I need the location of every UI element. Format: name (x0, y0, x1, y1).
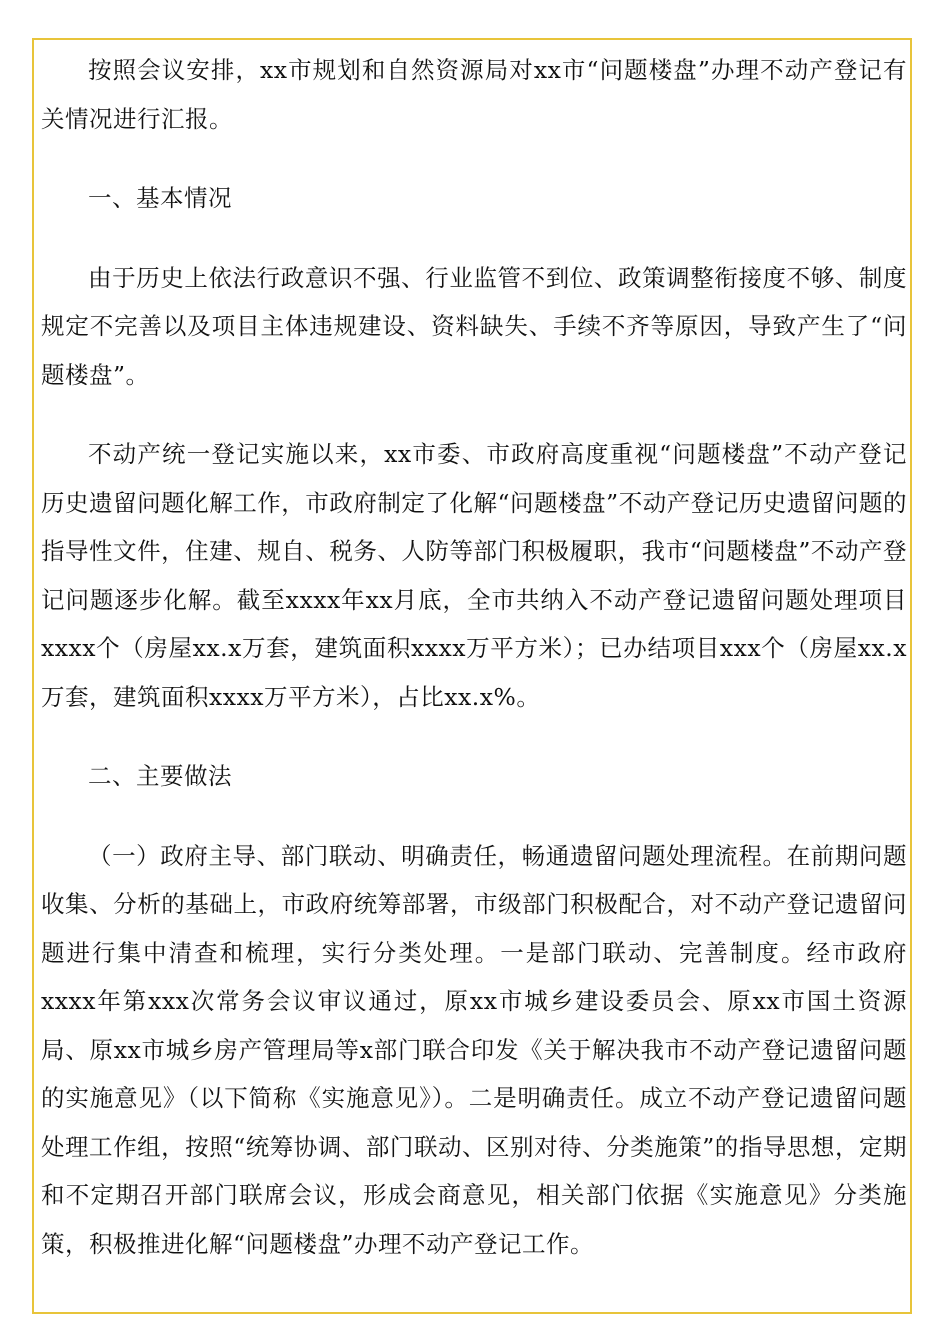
section-heading-main-practices: 二、主要做法 (88, 762, 232, 790)
section-heading-basic-situation: 一、基本情况 (88, 184, 232, 212)
background-paragraph: 由于历史上依法行政意识不强、行业监管不到位、政策调整衔接度不够、制度规定不完善以及项目主体违规建设、资料缺失、手续不齐等原因，导致产生了“问题楼盘”。 (41, 263, 907, 389)
document-body (41, 46, 907, 1299)
intro-paragraph: 按照会议安排，xx市规划和自然资源局对xx市“问题楼盘”办理不动产登记有关情况进行汇报。 (41, 56, 907, 133)
progress-paragraph: 不动产统一登记实施以来，xx市委、市政府高度重视“问题楼盘”不动产登记历史遗留问题化解工作，市政府制定了化解“问题楼盘”不动产登记历史遗留问题的指导性文件，住建、规自、税务、人防等部门积极履职，我市“问题楼盘”不动产登记问题逐步化解。截至xxxx年xx月底，全市共纳入不动产登记遗留问题处理项目xxxx个（房屋xx.x万套，建筑面积xxxx万平方米）；已办结项目xxx个（房屋xx.x万套，建筑面积xxxx万平方米），占比xx.x%。 (41, 440, 907, 711)
practice-paragraph-1: （一）政府主导、部门联动、明确责任，畅通遗留问题处理流程。在前期问题收集、分析的基础上，市政府统筹部署，市级部门积极配合，对不动产登记遗留问题进行集中清查和梳理，实行分类处理。一是部门联动、完善制度。经市政府xxxx年第xxx次常务会议审议通过，原xx市城乡建设委员会、原xx市国土资源局、原xx市城乡房产管理局等x部门联合印发《关于解决我市不动产登记遗留问题的实施意见》（以下简称《实施意见》）。二是明确责任。成立不动产登记遗留问题处理工作组，按照“统筹协调、部门联动、区别对待、分类施策”的指导思想，定期和不定期召开部门联席会议，形成会商意见，相关部门依据《实施意见》分类施策，积极推进化解“问题楼盘”办理不动产登记工作。 (41, 841, 907, 1258)
